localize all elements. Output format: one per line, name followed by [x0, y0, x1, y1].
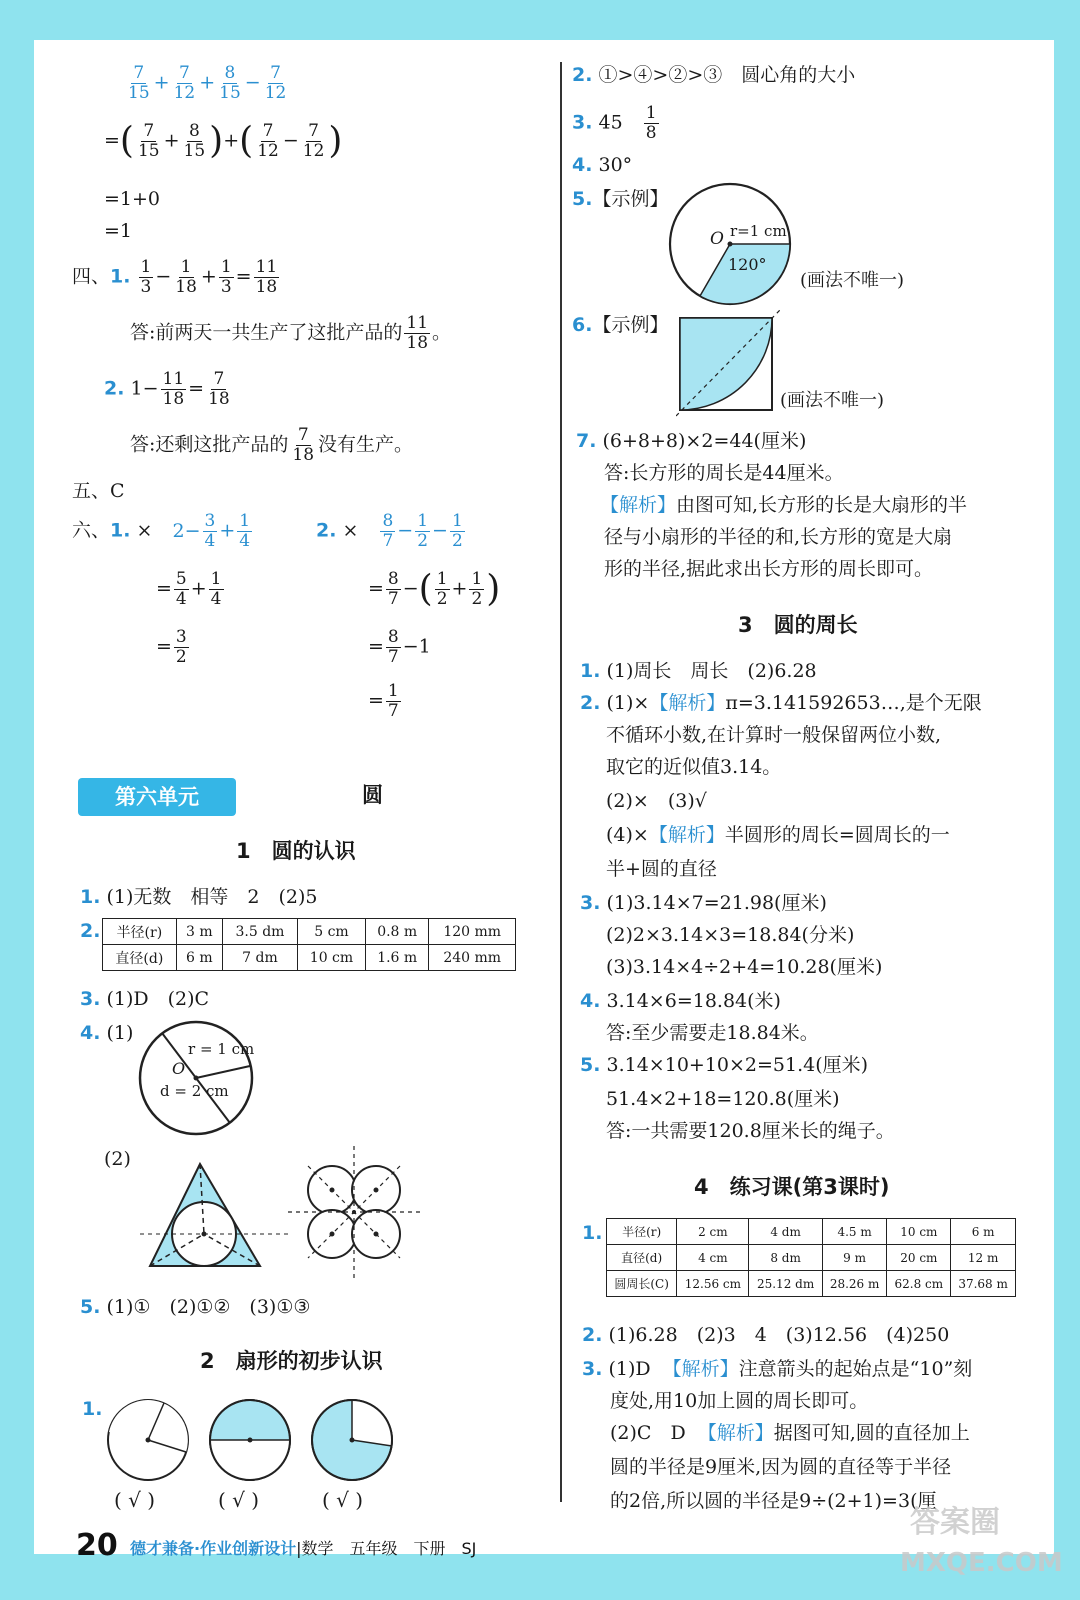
sec3-q2-c: 不循环小数,在计算时一般保留两位小数,: [606, 724, 942, 746]
center-dot: [352, 1210, 356, 1214]
table-cell: 37.68 m: [951, 1271, 1016, 1297]
r-q2: 2. ①>④>②>③ 圆心角的大小: [572, 64, 856, 86]
sec3-q1: 1. (1)周长 周长 (2)6.28: [580, 660, 817, 682]
circle-label-d: d = 2 cm: [160, 1082, 229, 1100]
table-cell: 240 mm: [429, 945, 516, 971]
r-q7-line4: 径与小扇形的半径的和,长方形的宽是大扇: [604, 526, 953, 548]
table-cell: 半径(r): [103, 919, 177, 945]
sec3-q3-a: 3. (1)3.14×7=21.98(厘米): [580, 892, 827, 914]
section-4-q1: 四、1. $\frac{1}{3}$ − $\frac{1}{18}$ + $\frac{1}{3}$ = $\frac{11}{18}$: [72, 257, 278, 297]
tick-answer: ( √ ): [218, 1488, 260, 1512]
center-dot: [330, 1232, 335, 1237]
sec1-q3: 3. (1)D (2)C: [80, 988, 210, 1010]
center-dot: [374, 1188, 379, 1193]
sec4-q1-num: 1.: [582, 1222, 603, 1244]
tick-answer: ( √ ): [114, 1488, 156, 1512]
table-row: [607, 1245, 1016, 1271]
r-q5: 5.【示例】: [572, 188, 669, 210]
center-dot: [146, 1438, 151, 1443]
r-q5-note: (画法不唯一): [800, 270, 905, 291]
table-cell: 0.8 m: [365, 919, 429, 945]
sec1-q1: 1. (1)无数 相等 2 (2)5: [80, 886, 318, 908]
calc-line-4: =1: [104, 220, 133, 242]
table-cell: 5 cm: [298, 919, 366, 945]
watermark-url: MXQE.COM: [900, 1548, 1063, 1578]
table-cell: 25.12 dm: [749, 1271, 822, 1297]
section-4-title: 4 练习课(第3课时): [694, 1175, 890, 1199]
square-quarter-circle-diagram: [676, 308, 786, 420]
section-6-q1: 六、1. × 2− $\frac{3}{4}$ + $\frac{1}{4}$: [72, 511, 251, 551]
table-cell: 12.56 cm: [677, 1271, 749, 1297]
table-cell: 圆周长(C): [607, 1271, 677, 1297]
table-cell: 120 mm: [429, 919, 516, 945]
table-cell: 6 m: [176, 945, 222, 971]
table-cell: 28.26 m: [822, 1271, 887, 1297]
table-cell: 9 m: [822, 1245, 887, 1271]
sec4-q3-d: (2)C D 【解析】据图可知,圆的直径加上: [610, 1422, 970, 1444]
table-cell: 10 cm: [887, 1219, 951, 1245]
sec3-q2-e: (2)× (3)√: [606, 790, 707, 812]
table-cell: 3.5 dm: [222, 919, 297, 945]
r-q7-line2: 答:长方形的周长是44厘米。: [604, 462, 844, 484]
circumference-table: [606, 1218, 1016, 1297]
calc-line-1: $\frac{7}{15}$ + $\frac{7}{12}$ + $\frac{8}{15}$ − $\frac{7}{12}$: [128, 63, 287, 103]
table-cell: 7 dm: [222, 945, 297, 971]
r-q7-line3: 【解析】由图可知,长方形的长是大扇形的半: [600, 494, 968, 516]
sec1-q4-part2: (2): [104, 1148, 131, 1170]
r-q6: 6.【示例】: [572, 314, 669, 336]
radius-diameter-table: [102, 918, 516, 971]
section-6-q1-step3: = $\frac{3}{2}$: [156, 627, 187, 667]
sec3-q5-b: 51.4×2+18=120.8(厘米): [606, 1088, 840, 1110]
r-q6-note: (画法不唯一): [780, 390, 885, 411]
section-6-q2: 2. × $\frac{8}{7}$ − $\frac{1}{2}$ − $\frac{1}{2}$: [316, 511, 463, 551]
section-3-title: 3 圆的周长: [738, 613, 858, 637]
table-cell: 直径(d): [607, 1245, 677, 1271]
sec3-q5-c: 答:一共需要120.8厘米长的绳子。: [606, 1120, 895, 1142]
table-row: [103, 919, 516, 945]
unit-title: 圆: [362, 783, 383, 807]
sec4-q3-c: 度处,用10加上圆的周长即可。: [610, 1390, 869, 1412]
section-4-q2-answer: 答:还剩这批产品的 $\frac{7}{18}$ 没有生产。: [130, 425, 414, 465]
section-2-title: 2 扇形的初步认识: [200, 1349, 383, 1373]
center-dot: [248, 1438, 253, 1443]
r-q3: 3. 45 $\frac{1}{8}$: [572, 103, 657, 143]
section-4-q1-answer: 答:前两天一共生产了这批产品的 $\frac{11}{18}$ 。: [130, 313, 452, 353]
sec3-q5-a: 5. 3.14×10+10×2=51.4(厘米): [580, 1054, 869, 1076]
center-dot: [374, 1232, 379, 1237]
table-cell: 1.6 m: [365, 945, 429, 971]
sec3-q2-h: 半+圆的直径: [606, 858, 717, 880]
r-q7-line1: 7. (6+8+8)×2=44(厘米): [576, 430, 807, 452]
table-row: [607, 1219, 1016, 1245]
column-divider: [560, 62, 562, 1502]
sec3-q2-f: (4)×【解析】半圆形的周长=圆周长的一: [606, 824, 950, 846]
four-circles-diagram: [286, 1144, 422, 1280]
sec4-q3-f: 圆的半径是9厘米,因为圆的直径等于半径: [610, 1456, 952, 1478]
table-cell: 4 cm: [677, 1245, 749, 1271]
section-4-q2: 2. 1− $\frac{11}{18}$ = $\frac{7}{18}$: [104, 369, 230, 409]
unit-banner: 第六单元: [78, 778, 236, 816]
sector-region: [352, 1400, 392, 1446]
sec1-q5: 5. (1)① (2)①② (3)①③: [80, 1296, 311, 1318]
table-cell: 2 cm: [677, 1219, 749, 1245]
r-q4: 4. 30°: [572, 154, 633, 176]
sector-label-angle: 120°: [728, 255, 767, 274]
section-6-q2-step2: = $\frac{8}{7}$ −( $\frac{1}{2}$ + $\frac{1}{2}$ ): [368, 568, 501, 610]
r-q7-line5: 形的半径,据此求出长方形的周长即可。: [604, 558, 934, 580]
circle-label-o: O: [172, 1059, 186, 1078]
sec4-q3-a: 3. (1)D 【解析】注意箭头的起始点是“10”刻: [582, 1358, 973, 1380]
table-cell: 20 cm: [887, 1245, 951, 1271]
sector-region: [210, 1440, 290, 1480]
sec4-q2: 2. (1)6.28 (2)3 4 (3)12.56 (4)250: [582, 1324, 950, 1346]
table-cell: 半径(r): [607, 1219, 677, 1245]
table-cell: 8 dm: [749, 1245, 822, 1271]
section-5: 五、C: [72, 480, 125, 502]
circle-label-r: r = 1 cm: [188, 1040, 255, 1058]
center-dot: [330, 1188, 335, 1193]
decorative-frame-left: [0, 0, 34, 1600]
table-cell: 4.5 m: [822, 1219, 887, 1245]
sec3-q4-a: 4. 3.14×6=18.84(米): [580, 990, 781, 1012]
decorative-frame-top: [0, 0, 1080, 40]
sec3-q4-b: 答:至少需要走18.84米。: [606, 1022, 819, 1044]
watermark-logo: 答案圈: [910, 1505, 1000, 1540]
sec4-q3-g: 的2倍,所以圆的半径是9÷(2+1)=3(厘: [610, 1490, 937, 1512]
sector-label-o: O: [710, 229, 724, 249]
decorative-frame-right: [1054, 0, 1080, 1600]
section-6-q1-step2: = $\frac{5}{4}$ + $\frac{1}{4}$: [156, 569, 222, 609]
section-6-q2-step4: = $\frac{1}{7}$: [368, 681, 399, 721]
sec1-q4: 4. (1): [80, 1022, 134, 1044]
sec3-q2-d: 取它的近似值3.14。: [606, 756, 782, 778]
sec1-q2-num: 2.: [80, 920, 101, 942]
sector-label-r: r=1 cm: [730, 222, 787, 240]
table-cell: 10 cm: [298, 945, 366, 971]
table-cell: 6 m: [951, 1219, 1016, 1245]
footer-text: 德才兼备·作业创新设计|数学 五年级 下册 SJ: [130, 1539, 477, 1558]
center-dot: [350, 1438, 355, 1443]
table-cell: 4 dm: [749, 1219, 822, 1245]
sector-diagrams: [104, 1394, 404, 1490]
section-6-q2-step3: = $\frac{8}{7}$ −1: [368, 627, 431, 667]
section-1-title: 1 圆的认识: [236, 839, 356, 863]
sec3-q2-a: 2. (1)×【解析】π=3.141592653…,是个无限: [580, 692, 982, 714]
triangle-incircle-diagram: [140, 1148, 300, 1278]
sec3-q3-b: (2)2×3.14×3=18.84(分米): [606, 924, 855, 946]
table-cell: 62.8 cm: [887, 1271, 951, 1297]
sec2-q1-num: 1.: [82, 1398, 103, 1420]
calc-line-2: =( $\frac{7}{15}$ + $\frac{8}{15}$ )+( $\frac{7}{12}$ − $\frac{7}{12}$ ): [104, 120, 343, 162]
tick-answer: ( √ ): [322, 1488, 364, 1512]
center-dot: [202, 1232, 207, 1237]
sec3-q3-c: (3)3.14×4÷2+4=10.28(厘米): [606, 956, 883, 978]
table-row: [607, 1271, 1016, 1297]
page-number: 20: [76, 1528, 118, 1563]
table-row: [103, 945, 516, 971]
table-cell: 直径(d): [103, 945, 177, 971]
table-cell: 3 m: [176, 919, 222, 945]
calc-line-3: =1+0: [104, 188, 161, 210]
table-cell: 12 m: [951, 1245, 1016, 1271]
